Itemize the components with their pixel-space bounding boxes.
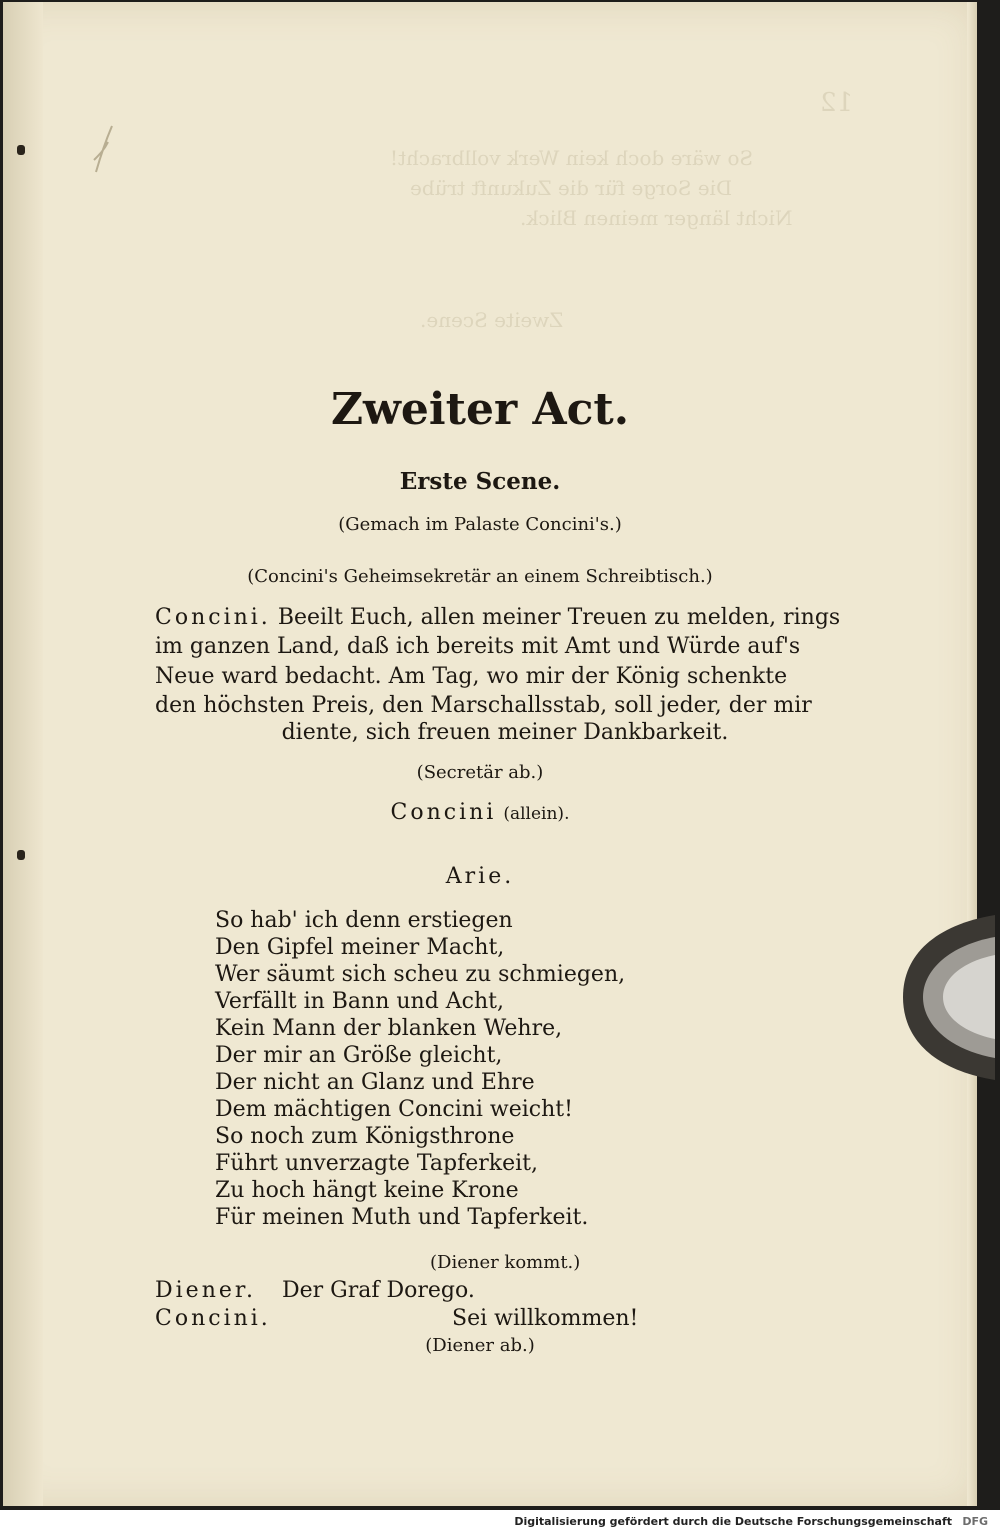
speech-line	[155, 603, 855, 632]
stage-direction: (Diener kommt.)	[430, 1252, 581, 1273]
show-through-line: Zweite Scene.	[420, 308, 564, 332]
speaker-name: Concini	[390, 800, 497, 825]
pencil-mark	[86, 120, 116, 180]
digitization-footer	[0, 1510, 1000, 1534]
stage-direction: (Gemach im Palaste Concini's.)	[338, 514, 622, 535]
stage-direction: (allein).	[503, 804, 570, 824]
solo-heading	[50, 800, 910, 825]
book-page	[3, 2, 977, 1506]
speaker-name: Concini.	[155, 1306, 271, 1331]
speaker-name: Concini.	[155, 605, 271, 630]
verse-line: So noch zum Königsthrone	[215, 1124, 515, 1149]
dialog-text: Der Graf Dorego.	[282, 1278, 475, 1303]
speech-line-last: diente, sich freuen meiner Dankbarkeit.	[281, 720, 729, 745]
verse-line: Der nicht an Glanz und Ehre	[215, 1070, 535, 1095]
speaker-name: Diener.	[155, 1278, 256, 1303]
aria-verse	[215, 907, 625, 1231]
show-through-page-number: 12	[820, 88, 854, 118]
speech-text: Beeilt Euch, allen meiner Treuen zu melden, rings	[277, 605, 841, 630]
verse-line: Den Gipfel meiner Macht,	[215, 935, 505, 960]
verse-line: Führt unverzagte Tapferkeit,	[215, 1151, 538, 1176]
verse-line: Kein Mann der blanken Wehre,	[215, 1016, 563, 1041]
verse-line: Verfällt in Bann und Acht,	[215, 989, 505, 1014]
show-through-line: Nicht länger meinen Blick.	[520, 206, 793, 230]
speech-line: im ganzen Land, daß ich bereits mit Amt und Würde auf's	[155, 634, 801, 660]
dfg-logo-icon: DFG	[962, 1515, 988, 1528]
scanner-thumb-overlay	[895, 915, 995, 1080]
scene-title: Erste Scene.	[399, 468, 561, 495]
page-edge	[967, 2, 977, 1506]
stage-direction: (Diener ab.)	[425, 1335, 535, 1356]
speech-line: den höchsten Preis, den Marschallsstab, soll jeder, der mir	[155, 693, 812, 719]
stage-direction: (Secretär ab.)	[416, 762, 544, 783]
verse-line: Für meinen Muth und Tapferkeit.	[215, 1205, 589, 1230]
verse-line: Dem mächtigen Concini weicht!	[215, 1097, 573, 1122]
verse-line: Zu hoch hängt keine Krone	[215, 1178, 519, 1203]
page-gutter	[3, 2, 43, 1506]
binding-stitch	[17, 850, 25, 860]
verse-line: So hab' ich denn erstiegen	[215, 908, 513, 933]
act-title: Zweiter Act.	[330, 384, 630, 435]
verse-line: Wer säumt sich scheu zu schmiegen,	[215, 962, 626, 987]
show-through-line: So wäre doch kein Werk vollbracht!	[390, 146, 754, 170]
speech-concini	[155, 603, 855, 721]
binding-stitch	[17, 145, 25, 155]
verse-line: Der mir an Größe gleicht,	[215, 1043, 503, 1068]
stage-direction: (Concini's Geheimsekretär an einem Schreibtisch.)	[247, 566, 713, 587]
show-through-line: Die Sorge für die Zukunft trübe	[410, 176, 733, 200]
speech-line: Neue ward bedacht. Am Tag, wo mir der König schenkte	[155, 663, 788, 689]
dialog-text: Sei willkommen!	[452, 1306, 639, 1331]
dialog-row	[155, 1278, 475, 1303]
dialog-row	[155, 1306, 638, 1331]
aria-title: Arie.	[445, 864, 515, 889]
footer-credit: Digitalisierung gefördert durch die Deutsche Forschungsgemeinschaft	[514, 1515, 952, 1528]
